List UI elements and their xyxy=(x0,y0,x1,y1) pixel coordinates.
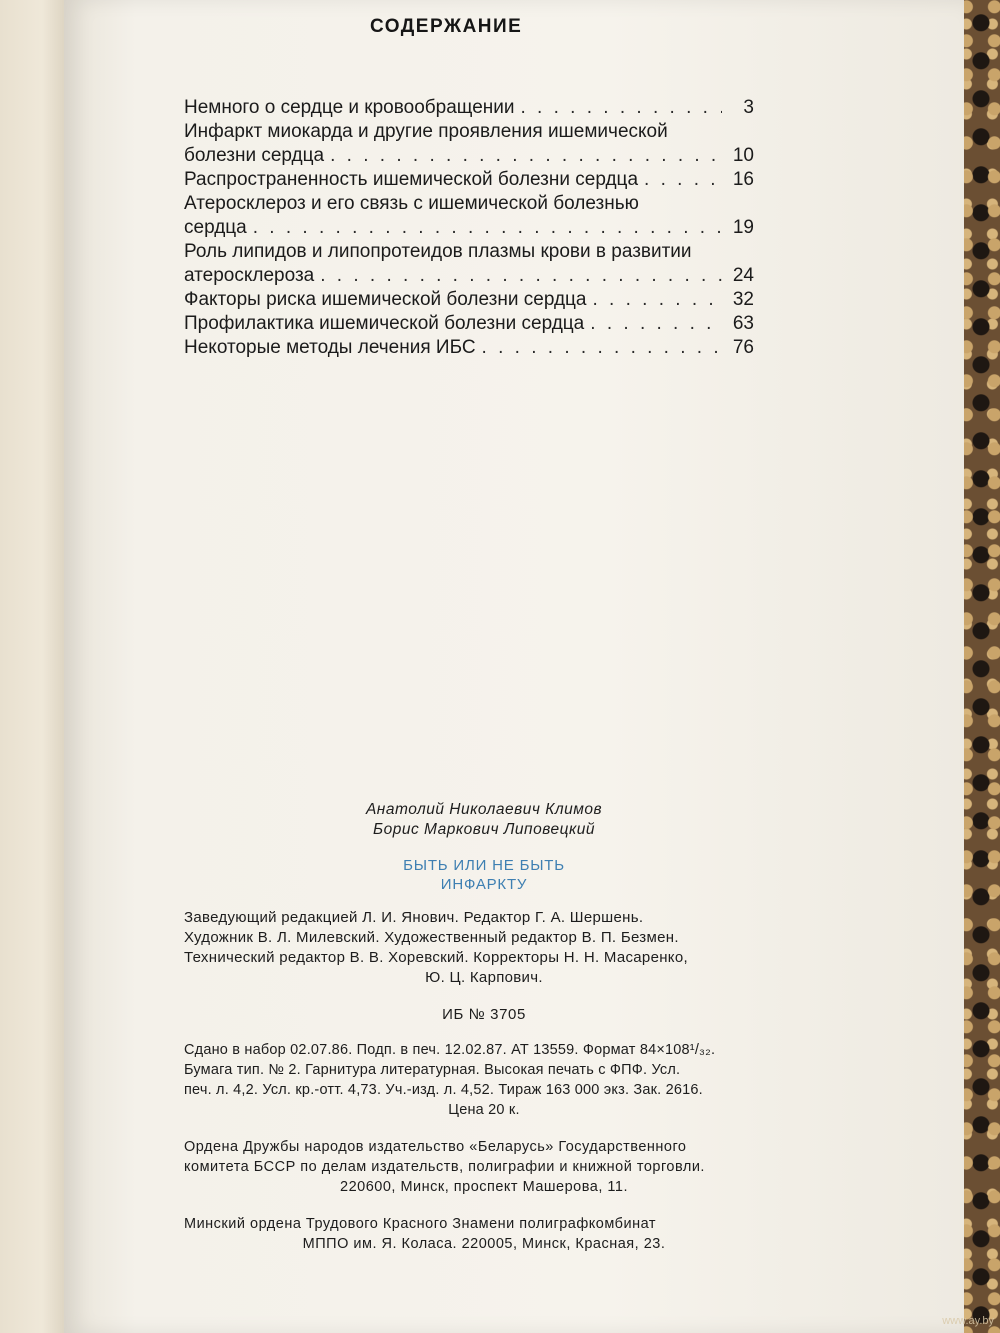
toc-entry-title-cont: болезни сердца xyxy=(184,145,325,166)
dot-leader xyxy=(482,336,722,360)
toc-entry-page: 24 xyxy=(732,265,754,286)
table-of-contents xyxy=(184,96,754,360)
toc-entry xyxy=(184,168,754,192)
staff-line: Заведующий редакцией Л. И. Янович. Редактор Г. А. Шершень. xyxy=(184,909,644,926)
dot-leader xyxy=(593,288,723,312)
book-cover-edge xyxy=(0,0,70,1333)
dot-leader xyxy=(521,96,723,120)
toc-entry xyxy=(184,96,754,120)
toc-entry xyxy=(184,312,754,336)
watermark: www.ay.by xyxy=(942,1315,994,1327)
toc-entry-page: 16 xyxy=(732,169,754,190)
toc-title: СОДЕРЖАНИЕ xyxy=(370,16,523,37)
author-name: Борис Маркович Липовецкий xyxy=(373,821,595,838)
print-info-line: Сдано в набор 02.07.86. Подп. в печ. 12.02.87. АТ 13559. Формат 84×108¹/₃₂. xyxy=(184,1042,716,1058)
print-info-line: печ. л. 4,2. Усл. кр.-отт. 4,73. Уч.-изд. л. 4,52. Тираж 163 000 экз. Зак. 2616. xyxy=(184,1082,703,1098)
publisher-address: 220600, Минск, проспект Машерова, 11. xyxy=(340,1179,628,1195)
author-name: Анатолий Николаевич Климов xyxy=(365,801,603,818)
dot-leader xyxy=(320,264,722,288)
toc-entry-page: 76 xyxy=(732,337,754,358)
toc-entry xyxy=(184,336,754,360)
dot-leader xyxy=(644,168,722,192)
dot-leader xyxy=(330,144,722,168)
book-title xyxy=(184,856,784,894)
toc-entry-title: Атеросклероз и его связь с ишемической болезнью xyxy=(184,193,639,214)
toc-entry-title: Распространенность ишемической болезни сердца xyxy=(184,169,639,190)
book-title-line: ИНФАРКТУ xyxy=(440,876,528,893)
toc-entry xyxy=(184,120,754,168)
book-page xyxy=(64,0,964,1333)
toc-entry-title: Факторы риска ишемической болезни сердца xyxy=(184,289,587,310)
printer-line: Минский ордена Трудового Красного Знамени полиграфкомбинат xyxy=(184,1216,656,1232)
toc-entry-title: Инфаркт миокарда и другие проявления ишемической xyxy=(184,121,668,142)
publisher-line: комитета БССР по делам издательств, полиграфии и книжной торговли. xyxy=(184,1159,705,1175)
toc-entry-page: 3 xyxy=(743,97,754,118)
toc-entry-title: Профилактика ишемической болезни сердца xyxy=(184,313,585,334)
book-title-line: БЫТЬ ИЛИ НЕ БЫТЬ xyxy=(403,857,565,874)
publisher-info xyxy=(184,1137,784,1197)
toc-entry-title: Роль липидов и липопротеидов плазмы крови в развитии xyxy=(184,241,692,262)
toc-entry-page: 19 xyxy=(732,217,754,238)
toc-entry-title: Немного о сердце и кровообращении xyxy=(184,97,515,118)
publisher-line: Ордена Дружбы народов издательство «Беларусь» Государственного xyxy=(184,1139,687,1155)
toc-entry xyxy=(184,288,754,312)
print-info-line: Бумага тип. № 2. Гарнитура литературная. Высокая печать с ФПФ. Усл. xyxy=(184,1062,681,1078)
toc-entry-page: 32 xyxy=(732,289,754,310)
staff-line: Художник В. Л. Милевский. Художественный редактор В. П. Безмен. xyxy=(184,929,679,946)
toc-entry xyxy=(184,240,754,288)
staff-line: Технический редактор В. В. Хоревский. Корректоры Н. Н. Масаренко, xyxy=(184,949,688,966)
printer-address: МППО им. Я. Коласа. 220005, Минск, Красная, 23. xyxy=(302,1236,666,1252)
ib-number: ИБ № 3705 xyxy=(442,1006,526,1023)
toc-entry-title-cont: сердца xyxy=(184,217,247,238)
printer-info xyxy=(184,1214,784,1254)
toc-entry-title: Некоторые методы лечения ИБС xyxy=(184,337,476,358)
print-info xyxy=(184,1040,784,1120)
toc-entry-page: 10 xyxy=(732,145,754,166)
dot-leader xyxy=(590,312,722,336)
authors xyxy=(184,800,784,840)
imprint-block xyxy=(184,800,784,1254)
price: Цена 20 к. xyxy=(448,1102,520,1118)
toc-entry xyxy=(184,192,754,240)
toc-entry-title-cont: атеросклероза xyxy=(184,265,315,286)
toc-entry-page: 63 xyxy=(732,313,754,334)
editorial-staff xyxy=(184,908,784,988)
staff-line: Ю. Ц. Карпович. xyxy=(425,969,543,986)
dot-leader xyxy=(253,216,722,240)
